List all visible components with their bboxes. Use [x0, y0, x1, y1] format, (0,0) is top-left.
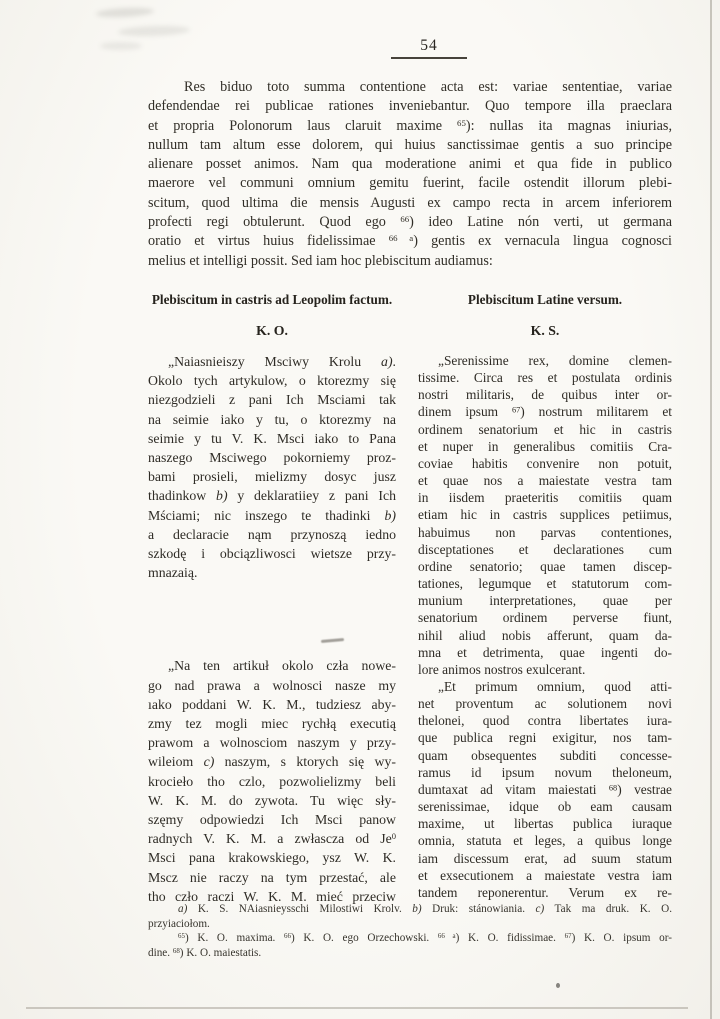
text-line: ıako poddani W. K. M., tudziesz aby-	[148, 696, 396, 712]
text-line: wileiom c) naszym, s ktorych się wy-	[148, 754, 396, 770]
left-paragraph-1	[148, 352, 396, 582]
intro-paragraph	[148, 78, 672, 271]
text-line: dinem ipsum $^{67}$) nostrum militarem et	[418, 404, 673, 420]
text-line: „Serenissime rex, domine clemen-	[438, 353, 672, 368]
text-line: coviae habitis convenire non potuit,	[418, 455, 672, 471]
text-line: thadinkow b) y deklaratiiey z pani Ich	[148, 488, 396, 504]
text-line: a declaracie nąm przynoszą iedno	[148, 526, 396, 542]
text-line: Okolo tych artykulow, o ktorezmy się	[148, 373, 396, 389]
right-column-subheader: K. S.	[530, 323, 560, 338]
text-line: Msci pana krakowskiego, ysz W. K.	[148, 850, 396, 866]
two-column-section	[148, 292, 672, 906]
footnotes	[148, 902, 672, 960]
text-line: et exsecutionem a maiestate vestra iam	[418, 867, 672, 883]
text-line: naszego Msciwego pokorniemy proz-	[148, 450, 396, 466]
text-line: defendendae rei publicae rationes inveniebantur. Quo tempore illa praeclara	[148, 98, 672, 115]
text-line: nullum tam altum esse dolorem, qui huius sanctissimae gentis a suo principe	[148, 136, 672, 153]
text-line: thelonei, quod contra libertates iura-	[418, 713, 672, 729]
text-line: et nuper in generalibus comitiis Cra-	[418, 438, 672, 454]
text-line: W. K. M. do zywota. Tu więc sły-	[148, 792, 396, 808]
text-line: habuimus non parvas contentiones,	[418, 524, 672, 540]
page-number: 54	[420, 37, 438, 54]
text-line: omnia, statuta et leges, a quibus longe	[418, 833, 672, 849]
left-column-subheader: K. O.	[256, 323, 288, 338]
text-line: nihil aliud nobis afferunt, quam da-	[418, 627, 672, 643]
text-line: etiam hic in castris supplices petiimus,	[418, 507, 672, 523]
text-line: melius et intelligi possit. Sed iam hoc plebiscitum audiamus:	[148, 252, 493, 269]
text-line: Res biduo toto summa contentione acta est: variae sententiae, variae	[184, 79, 672, 95]
text-line: ordine senatorio; quae tamen discep-	[418, 558, 672, 574]
left-column	[148, 292, 396, 906]
text-line: krocieło tho czlo, pozwolielizmy beli	[148, 773, 396, 789]
left-column-header: Plebiscitum in castris ad Leopolim factum.	[151, 292, 393, 307]
text-line: senatorium ordinem perverse fiunt,	[418, 610, 672, 626]
text-line: quam obsequentes subditi concesse-	[418, 747, 672, 763]
right-paragraph-1	[418, 352, 672, 678]
scan-stray-dot	[556, 983, 560, 988]
page-number-rule	[391, 57, 467, 59]
text-line: mnazaią.	[148, 565, 198, 581]
text-line: dine. $^{68}$) K. O. maiestatis.	[148, 946, 262, 959]
text-line: maxime, ut libertas publica iuraque	[418, 816, 672, 832]
text-line: „Et primum omnium, quod atti-	[438, 678, 672, 694]
text-line: maerore vel communi omnium gemitu fuerint, facile ostendit illorum plebi-	[148, 175, 672, 192]
text-line: $^{65}$) K. O. maxima. $^{66}$) K. O. ego Orzechowski. $^{66 a}$) K. O. fidissimae. $^{67}$) K. O. ipsum or-	[178, 931, 672, 944]
text-line: ramus id ipsum novum theloneum,	[418, 764, 672, 780]
right-column-header: Plebiscitum Latine versum.	[467, 292, 623, 307]
text-line: in iisdem praeteritis comitiis quam	[418, 490, 672, 506]
text-line: prawom a wolnosciom naszym y przy-	[148, 735, 396, 751]
text-line: munium interpretationes, quae per	[418, 593, 672, 609]
scan-edge-right	[710, 0, 712, 1019]
text-line: tationes, legumque et statutorum com-	[418, 576, 672, 592]
text-line: go nad prawa a wolnosci nasze my	[148, 677, 396, 693]
scan-smudge	[118, 25, 190, 38]
text-line: Mściami; nic inszego te thadinki b)	[148, 507, 396, 523]
text-line: szęmy odpowiedzi Ich Msci panow	[148, 812, 396, 828]
text-line: szkodę i obciązliwosci wietsze przy-	[148, 546, 396, 562]
right-paragraph-2	[418, 678, 672, 901]
text-line: a) K. S. NAiasnieysschi Milostiwi Krolv. b) Druk: stánowiania. c) Tak ma druk. K. O.	[178, 903, 672, 915]
text-line: serenissimae, idque ob eam causam	[418, 799, 672, 815]
text-line: seimie y tu V. K. Msci iako to Pana	[148, 430, 396, 446]
scan-smudge	[100, 42, 142, 50]
text-line: tissime. Circa res et postulata ordinis	[418, 370, 672, 386]
left-column-gap	[148, 582, 396, 656]
scan-edge-bottom	[26, 1007, 688, 1009]
text-line: oratio et virtus huius fidelissimae $^{66 a}$) gentis ex vernacula lingua cognosci	[148, 233, 672, 250]
text-line: alienare posset animos. Nam qua moderatione animi et qua fide in publico	[148, 156, 672, 173]
text-line: et propria Polonorum laus claruit maxime $^{65}$): nullas ita magnas iniurias,	[148, 117, 673, 134]
text-line: zmy tez mogli miec rychłą executią	[148, 716, 396, 732]
text-line: disceptationes et declarationes cum	[418, 541, 672, 557]
text-line: bami prosieli, mielizmy dosyc jusz	[148, 469, 396, 485]
text-line: ordinem senatorium et hic in castris	[418, 421, 672, 437]
text-line: et quae nos a maiestate vestra tam	[418, 473, 672, 489]
page-number-block	[383, 37, 475, 59]
text-line: radnych V. K. M. a zwłascza od Je$^0$	[148, 831, 396, 847]
text-line: scitum, quod ultima die mensis Augusti ex campo recta in arcem inferiorem	[148, 194, 672, 211]
text-line: mna et detrimenta, quae ingenti do-	[418, 644, 672, 660]
text-line: niezgodzieli z pani Ich Msciami tak	[148, 392, 396, 408]
text-line: que publica regni exigitur, nos tam-	[418, 730, 672, 746]
right-column	[418, 292, 672, 906]
text-line: tho czło raczi W. K. M. mieć przeciw	[148, 888, 396, 904]
text-line: tandem reponerentur. Verum ex re-	[418, 884, 672, 900]
text-line: iam discessum erat, ad suum statum	[418, 850, 672, 866]
text-line: lore animos nostros exulcerant.	[418, 661, 586, 677]
text-line: na seimie iako y tu, o ktorezmy na	[148, 411, 396, 427]
text-line: „Naiasnieiszy Msciwy Krolu a).	[168, 354, 396, 369]
text-line: net proventum ac solutionem novi	[418, 696, 672, 712]
text-line: dumtaxat ad vitam maiestati $^{68}$) vestrae	[418, 781, 672, 797]
text-line: nostri militaris, de quibus inter or-	[418, 387, 672, 403]
text-line: Mscz nie raczy na tym przestać, ale	[148, 869, 396, 885]
text-line: profecti regi obtulerunt. Quod ego $^{66}$) ideo Latine nón verti, ut germana	[148, 214, 673, 231]
left-paragraph-2	[148, 656, 396, 906]
text-line: przyiaciołom.	[148, 917, 210, 930]
scan-smudge	[96, 6, 154, 18]
text-line: „Na ten artikuł okolo czła nowe-	[168, 658, 396, 674]
